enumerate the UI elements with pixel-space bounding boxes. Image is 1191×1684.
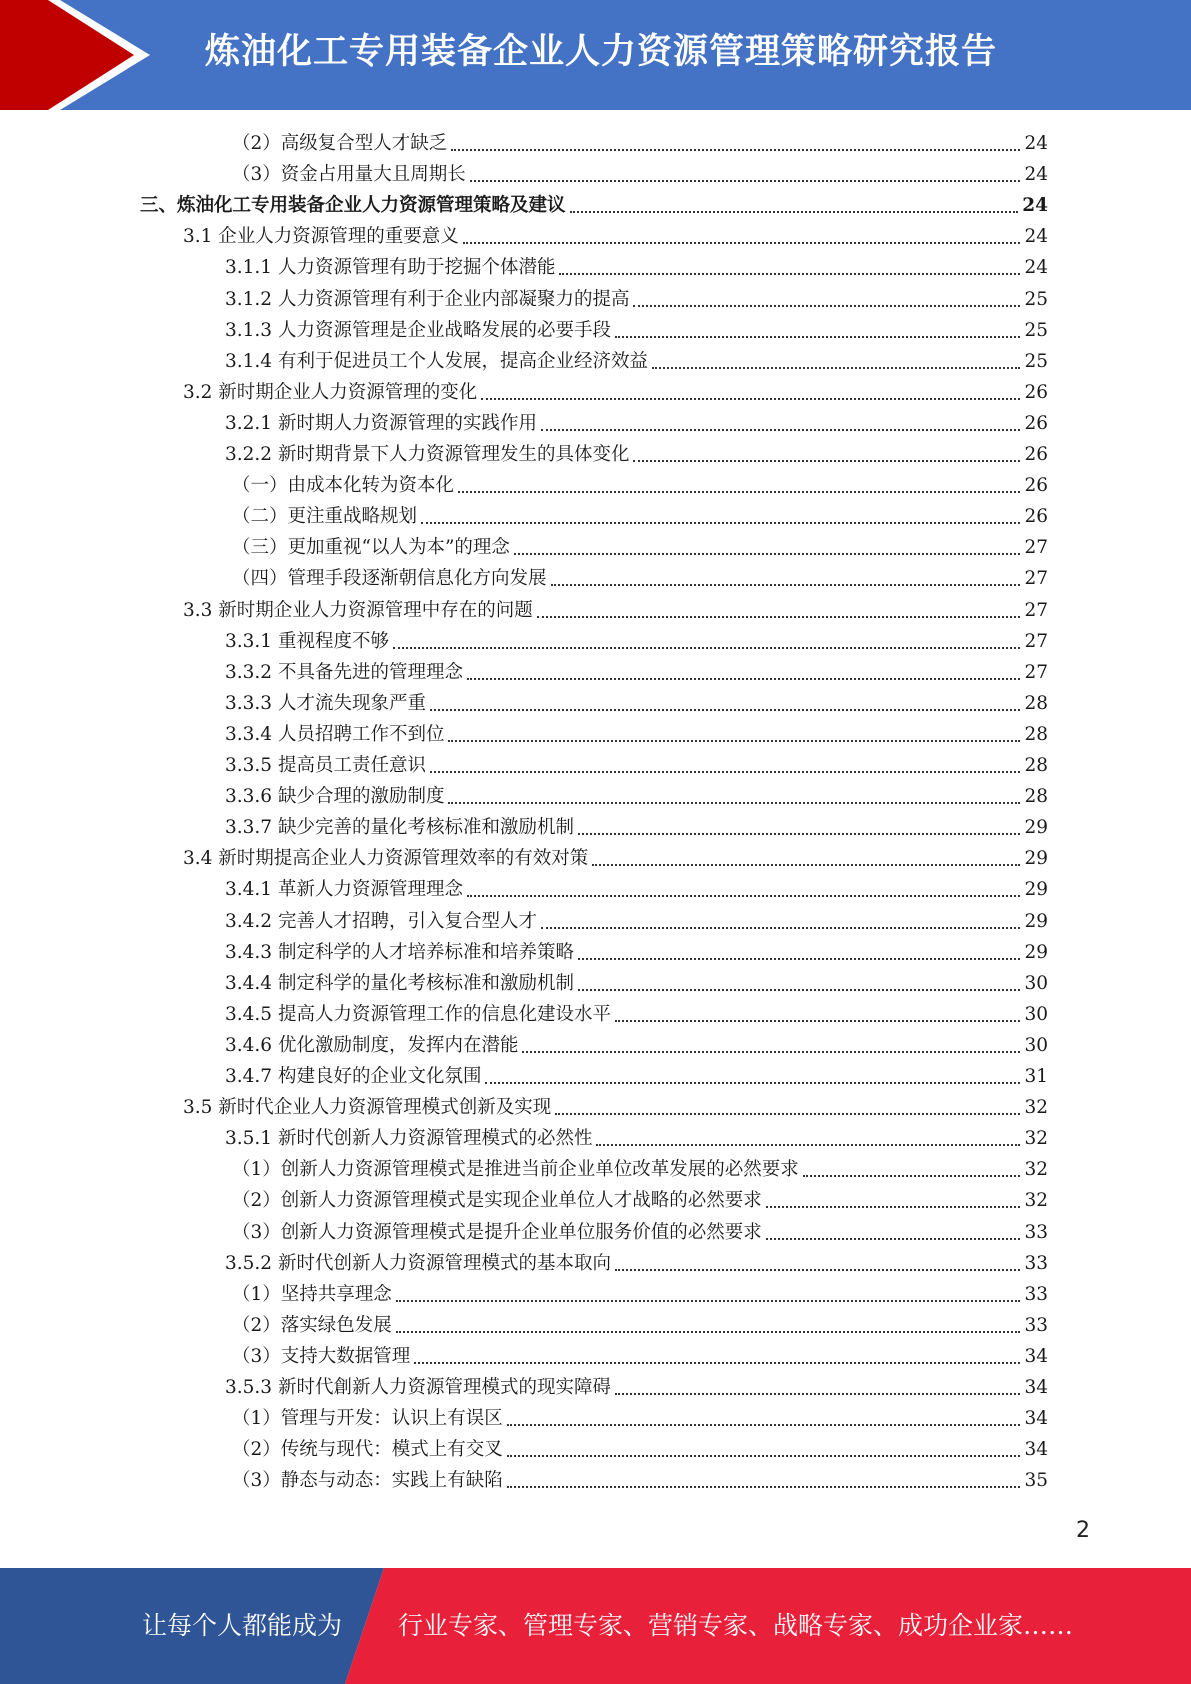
toc-entry-page: 27	[1024, 599, 1048, 621]
toc-dot-leader	[537, 616, 1021, 618]
toc-entry[interactable]	[225, 812, 1048, 843]
toc-entry-page: 29	[1024, 817, 1048, 839]
toc-entry[interactable]	[232, 159, 1048, 190]
toc-entry-page: 24	[1024, 164, 1048, 186]
toc-entry-page: 34	[1024, 1439, 1048, 1461]
toc-entry-page: 26	[1024, 506, 1048, 528]
toc-entry-label: （2）高级复合型人才缺乏	[232, 133, 448, 154]
toc-dot-leader	[592, 864, 1020, 866]
toc-entry-page: 33	[1024, 1314, 1048, 1336]
toc-entry-label: （三）更加重视“以人为本”的理念	[232, 537, 510, 559]
footer-slogan-left: 让每个人都能成为	[142, 1611, 343, 1640]
toc-entry-page: 28	[1024, 755, 1048, 776]
toc-entry-page: 30	[1024, 1003, 1048, 1025]
page-number: 2	[1076, 1518, 1090, 1543]
toc-entry[interactable]	[232, 1341, 1048, 1372]
toc-dot-leader	[633, 460, 1020, 462]
toc-entry[interactable]	[140, 190, 1048, 221]
toc-entry-page: 27	[1024, 661, 1048, 683]
toc-entry-page: 26	[1024, 412, 1048, 434]
toc-entry-page: 24	[1022, 195, 1048, 217]
toc-dot-leader	[803, 1175, 1021, 1177]
toc-dot-leader	[430, 771, 1020, 773]
toc-entry[interactable]	[225, 1372, 1048, 1403]
toc-entry[interactable]	[183, 595, 1048, 626]
toc-entry[interactable]	[232, 532, 1048, 563]
toc-entry-page: 32	[1024, 1190, 1048, 1212]
toc-entry[interactable]	[225, 1123, 1048, 1154]
toc-dot-leader	[470, 180, 1021, 182]
toc-entry[interactable]	[225, 346, 1048, 377]
toc-entry-label: （3）支持大数据管理	[232, 1345, 411, 1367]
toc-entry-page: 26	[1024, 475, 1048, 497]
toc-dot-leader	[570, 211, 1019, 213]
toc-entry-label: 三、炼油化工专用装备企业人力资源管理策略及建议	[140, 195, 566, 217]
toc-entry-page: 25	[1024, 350, 1048, 372]
toc-entry-label: 3.4.2 完善人才招聘，引入复合型人才	[225, 910, 537, 932]
toc-entry-label: 3.4.1 革新人力资源管理理念	[225, 879, 463, 901]
toc-entry[interactable]	[225, 439, 1048, 470]
toc-entry-label: 3.3.5 提高员工责任意识	[225, 755, 426, 776]
toc-dot-leader	[448, 740, 1020, 742]
toc-entry-page: 24	[1024, 133, 1048, 154]
toc-entry-label: 3.4.3 制定科学的人才培养标准和培养策略	[225, 941, 574, 963]
toc-entry-label: 3.4 新时期提高企业人力资源管理效率的有效对策	[183, 848, 589, 870]
toc-entry[interactable]	[225, 252, 1048, 283]
toc-entry-page: 31	[1024, 1066, 1048, 1087]
toc-dot-leader	[578, 958, 1020, 960]
toc-entry[interactable]	[225, 688, 1048, 719]
toc-dot-leader	[451, 149, 1020, 151]
toc-entry-label: （3）创新人力资源管理模式是提升企业单位服务价值的必然要求	[232, 1221, 762, 1243]
toc-entry-page: 34	[1024, 1345, 1048, 1367]
toc-entry-label: 3.2 新时期企业人力资源管理的变化	[183, 381, 478, 403]
toc-entry[interactable]	[232, 563, 1048, 594]
toc-dot-leader	[485, 1082, 1020, 1084]
toc-entry-label: 3.2.1 新时期人力资源管理的实践作用	[225, 412, 537, 434]
toc-entry-page: 33	[1024, 1252, 1048, 1274]
toc-entry[interactable]	[225, 781, 1048, 812]
toc-entry[interactable]	[232, 1310, 1048, 1341]
toc-entry[interactable]	[225, 999, 1048, 1030]
toc-entry-page: 32	[1024, 1159, 1048, 1181]
toc-entry-label: 3.1 企业人力资源管理的重要意义	[183, 226, 459, 248]
toc-entry-label: （3）静态与动态：实践上有缺陷	[232, 1470, 503, 1492]
toc-entry-label: 3.3.1 重视程度不够	[225, 630, 389, 652]
toc-entry[interactable]	[225, 1061, 1048, 1092]
toc-entry[interactable]	[232, 1185, 1048, 1216]
toc-entry-page: 32	[1024, 1097, 1048, 1119]
toc-entry-label: 3.5.3 新时代創新人力资源管理模式的现实障碍	[225, 1377, 611, 1398]
toc-entry-label: 3.5.1 新时代创新人力资源管理模式的必然性	[225, 1128, 593, 1150]
toc-entry[interactable]	[232, 128, 1048, 159]
toc-entry-page: 29	[1024, 848, 1048, 870]
toc-entry[interactable]	[225, 968, 1048, 999]
toc-entry-label: 3.3.7 缺少完善的量化考核标准和激励机制	[225, 817, 574, 839]
toc-entry-page: 28	[1024, 723, 1048, 745]
toc-entry-page: 26	[1024, 381, 1048, 403]
toc-entry-label: （2）落实绿色发展	[232, 1314, 392, 1336]
toc-entry-label: 3.1.2 人力资源管理有利于企业内部凝聚力的提高	[225, 288, 630, 310]
toc-entry[interactable]	[225, 408, 1048, 439]
toc-entry[interactable]	[225, 719, 1048, 750]
toc-entry-page: 32	[1024, 1128, 1048, 1150]
toc-entry-label: （3）资金占用量大且周期长	[232, 164, 466, 186]
toc-entry[interactable]	[225, 1030, 1048, 1061]
toc-entry-page: 24	[1024, 257, 1048, 279]
page-footer	[0, 1568, 1191, 1684]
toc-entry[interactable]	[232, 501, 1048, 532]
toc-dot-leader	[555, 1113, 1020, 1115]
toc-entry-page: 25	[1024, 288, 1048, 310]
toc-dot-leader	[652, 367, 1020, 369]
toc-entry[interactable]	[183, 221, 1048, 252]
toc-dot-leader	[596, 1144, 1020, 1146]
toc-dot-leader	[467, 895, 1020, 897]
toc-entry-page: 26	[1024, 444, 1048, 465]
toc-entry[interactable]	[225, 750, 1048, 781]
toc-entry-page: 35	[1024, 1470, 1048, 1492]
toc-dot-leader	[430, 709, 1020, 711]
toc-dot-leader	[448, 802, 1020, 804]
toc-entry-page: 25	[1024, 319, 1048, 341]
toc-entry-page: 27	[1024, 630, 1048, 652]
toc-entry[interactable]	[225, 626, 1048, 657]
toc-entry-label: 3.1.1 人力资源管理有助于挖掘个体潜能	[225, 257, 556, 279]
toc-entry-page: 29	[1024, 910, 1048, 932]
toc-entry-label: （2）创新人力资源管理模式是实现企业单位人才战略的必然要求	[232, 1190, 762, 1212]
toc-dot-leader	[507, 1486, 1021, 1488]
toc-entry[interactable]	[232, 470, 1048, 501]
toc-entry-page: 34	[1024, 1408, 1048, 1430]
toc-entry-page: 33	[1024, 1283, 1048, 1305]
toc-dot-leader	[766, 1206, 1021, 1208]
toc-entry-label: 3.4.7 构建良好的企业文化氛围	[225, 1066, 482, 1087]
toc-entry[interactable]	[232, 1403, 1048, 1434]
toc-dot-leader	[396, 1331, 1021, 1333]
toc-dot-leader	[541, 429, 1020, 431]
toc-dot-leader	[421, 522, 1020, 524]
toc-dot-leader	[766, 1238, 1021, 1240]
toc-entry-page: 27	[1024, 537, 1048, 559]
toc-dot-leader	[633, 305, 1020, 307]
toc-entry-label: 3.1.3 人力资源管理是企业战略发展的必要手段	[225, 319, 611, 341]
toc-entry-label: （一）由成本化转为资本化	[232, 475, 455, 497]
toc-entry-label: （四）管理手段逐渐朝信息化方向发展	[232, 568, 547, 590]
toc-dot-leader	[615, 1393, 1020, 1395]
toc-entry-label: 3.2.2 新时期背景下人力资源管理发生的具体变化	[225, 444, 630, 465]
toc-entry[interactable]	[232, 1279, 1048, 1310]
toc-entry[interactable]	[232, 1434, 1048, 1465]
toc-entry-label: （2）传统与现代：模式上有交叉	[232, 1439, 503, 1461]
toc-dot-leader	[514, 553, 1021, 555]
toc-dot-leader	[467, 678, 1020, 680]
toc-dot-leader	[578, 833, 1020, 835]
toc-entry-page: 24	[1024, 226, 1048, 248]
header-title: 炼油化工专用装备企业人力资源管理策略研究报告	[205, 32, 998, 72]
toc-entry-label: 3.1.4 有利于促进员工个人发展，提高企业经济效益	[225, 350, 648, 372]
toc-entry[interactable]	[183, 377, 1048, 408]
page-header	[0, 0, 1191, 110]
toc-dot-leader	[615, 1020, 1020, 1022]
toc-entry-label: 3.3.6 缺少合理的激励制度	[225, 786, 445, 808]
toc-entry[interactable]	[225, 1248, 1048, 1279]
toc-entry-label: 3.4.5 提高人力资源管理工作的信息化建设水平	[225, 1003, 611, 1025]
toc-entry[interactable]	[225, 284, 1048, 315]
toc-entry-label: （二）更注重战略规划	[232, 506, 418, 528]
toc-dot-leader	[458, 491, 1020, 493]
toc-entry[interactable]	[225, 937, 1048, 968]
toc-entry-label: 3.4.4 制定科学的量化考核标准和激励机制	[225, 972, 574, 994]
toc-entry-page: 33	[1024, 1221, 1048, 1243]
toc-entry-label: 3.3.2 不具备先进的管理理念	[225, 661, 463, 683]
toc-entry-page: 29	[1024, 879, 1048, 901]
toc-dot-leader	[507, 1424, 1021, 1426]
toc-entry-label: 3.5 新时代企业人力资源管理模式创新及实现	[183, 1097, 552, 1119]
toc-entry-page: 28	[1024, 692, 1048, 714]
toc-entry-label: 3.3.4 人员招聘工作不到位	[225, 723, 445, 745]
toc-entry[interactable]	[225, 315, 1048, 346]
toc-entry-label: （1）创新人力资源管理模式是推进当前企业单位改革发展的必然要求	[232, 1159, 799, 1181]
toc-dot-leader	[615, 1269, 1020, 1271]
toc-entry-label: （1）管理与开发：认识上有误区	[232, 1408, 503, 1430]
toc-entry-page: 30	[1024, 1034, 1048, 1056]
toc-entry-page: 27	[1024, 568, 1048, 590]
toc-entry-label: 3.5.2 新时代创新人力资源管理模式的基本取向	[225, 1252, 611, 1274]
toc-entry-page: 28	[1024, 786, 1048, 808]
toc-entry-label: 3.3 新时期企业人力资源管理中存在的问题	[183, 599, 533, 621]
toc-dot-leader	[541, 927, 1020, 929]
toc-dot-leader	[522, 1051, 1020, 1053]
toc-entry[interactable]	[232, 1217, 1048, 1248]
toc-dot-leader	[507, 1455, 1021, 1457]
toc-entry-page: 29	[1024, 941, 1048, 963]
footer-slogan-right: 行业专家、管理专家、营销专家、战略专家、成功企业家……	[398, 1611, 1074, 1640]
toc-entry[interactable]	[225, 657, 1048, 688]
toc-entry-label: 3.3.3 人才流失现象严重	[225, 692, 426, 714]
toc-dot-leader	[481, 398, 1020, 400]
toc-entry-page: 30	[1024, 972, 1048, 994]
toc-dot-leader	[551, 584, 1021, 586]
toc-dot-leader	[393, 647, 1020, 649]
toc-dot-leader	[559, 273, 1020, 275]
toc-entry-label: （1）坚持共享理念	[232, 1283, 392, 1305]
toc-entry[interactable]	[232, 1465, 1048, 1496]
toc-entry[interactable]	[225, 906, 1048, 937]
toc-dot-leader	[615, 336, 1020, 338]
toc-entry-page: 34	[1024, 1377, 1048, 1398]
toc-dot-leader	[463, 242, 1021, 244]
toc-entry-label: 3.4.6 优化激励制度，发挥内在潜能	[225, 1034, 519, 1056]
toc-entry[interactable]	[225, 874, 1048, 905]
toc-dot-leader	[414, 1362, 1020, 1364]
toc-dot-leader	[396, 1300, 1021, 1302]
toc-dot-leader	[578, 989, 1020, 991]
toc-entry[interactable]	[183, 1092, 1048, 1123]
toc-entry[interactable]	[232, 1154, 1048, 1185]
toc-entry[interactable]	[183, 843, 1048, 874]
